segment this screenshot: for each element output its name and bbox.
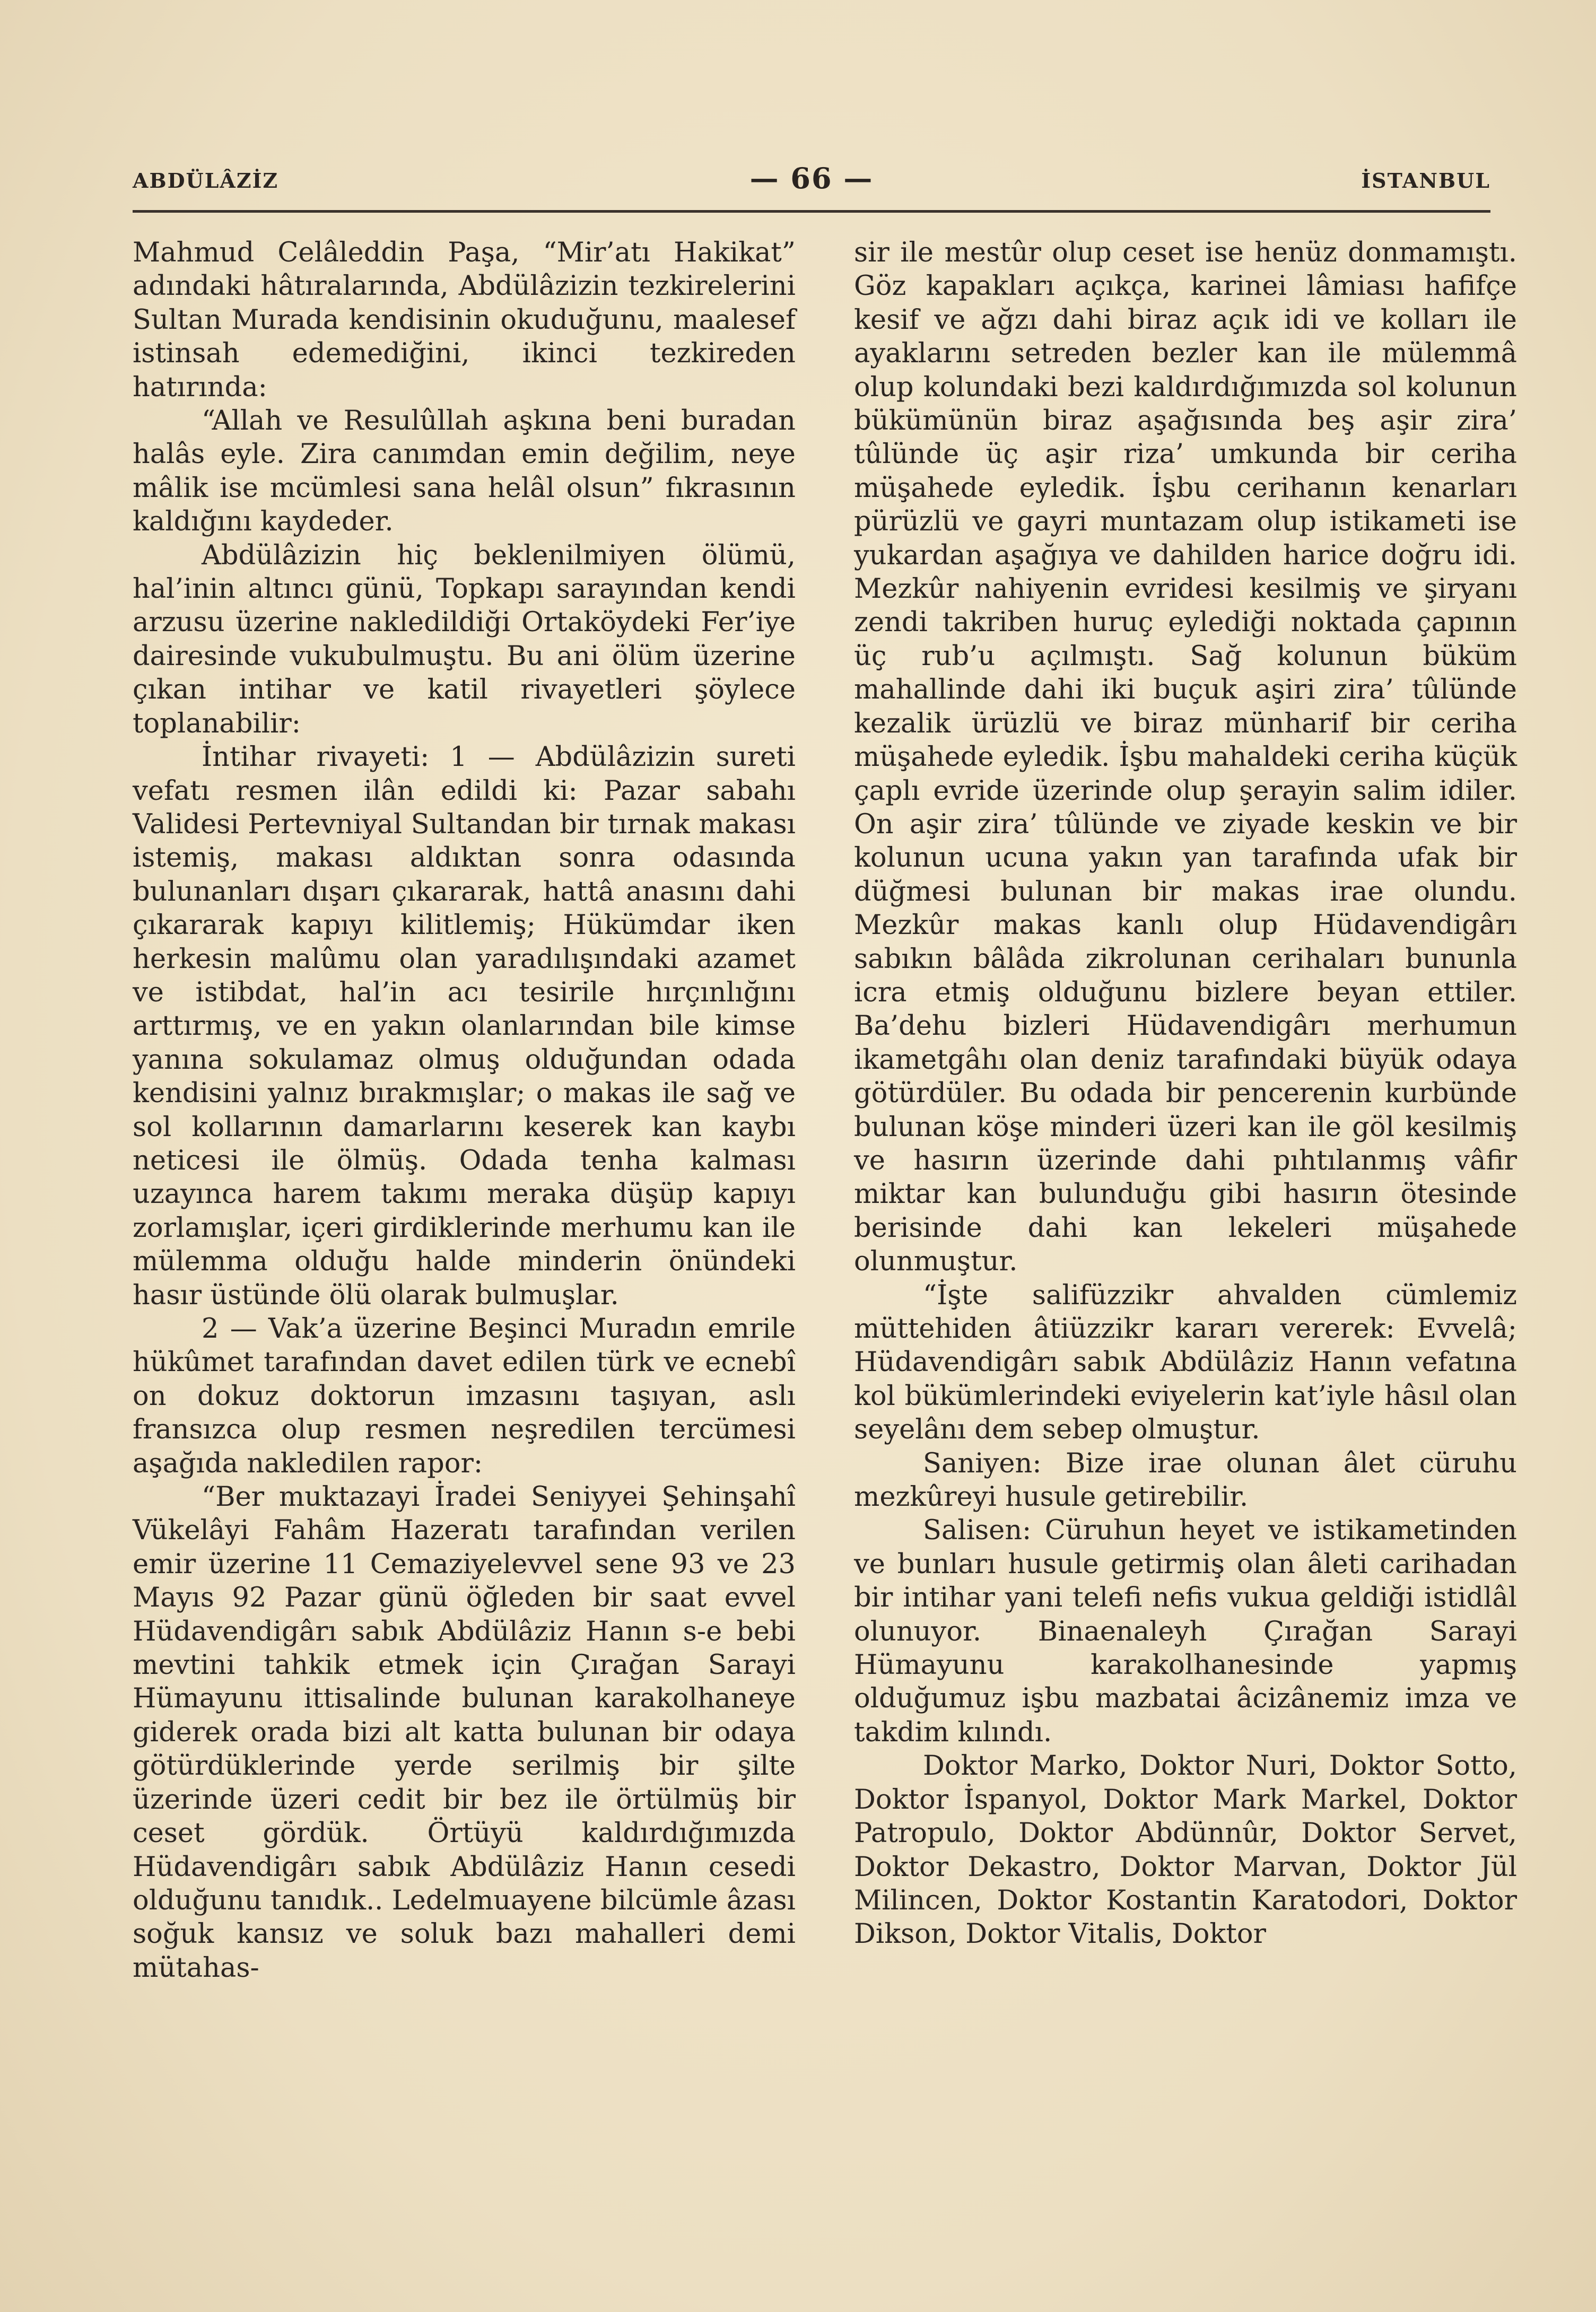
paragraph: “Allah ve Resulûllah aşkına beni buradan halâs eyle. Zira canımdan emin değilim, neye mâlik ise mcümlesi sana helâl olsun” fıkrasının kaldığını kaydeder. — [133, 405, 796, 538]
paragraph: “İşte salifüzzikr ahvalden cümlemiz müttehiden âtiüzzikr kararı vererek: Evvelâ; Hüdavendigârı sabık Abdülâziz Hanın vefatına kol bükümlerindeki eviyelerin kat’iyle hâsıl olan seyelânı dem sebep olmuştur. — [854, 1279, 1517, 1446]
paragraph: Salisen: Cüruhun heyet ve istikametinden ve bunları husule getirmiş olan âleti carihadan bir intihar yani telefi nefis vukua geldiği istidlâl olunuyor. Binaenaleyh Çırağan Sarayi Hümayunu karakolhanesinde yapmış olduğumuz işbu mazbatai âcizânemiz imza ve takdim kılındı. — [854, 1515, 1517, 1748]
header-left-title: ABDÜLÂZİZ — [133, 169, 279, 193]
paragraph: Mahmud Celâleddin Paşa, “Mir’atı Hakikat” adındaki hâtıralarında, Abdülâzizin tezkirelerini Sultan Murada kendisinin okuduğunu, maalesef istinsah edemediğini, ikinci tezkireden hatırında: — [133, 237, 796, 403]
paragraph: İntihar rivayeti: 1 — Abdülâzizin sureti vefatı resmen ilân edildi ki: Pazar sabahı Validesi Pertevniyal Sultandan bir tırnak makası istemiş, makası aldıktan sonra odasında bulunanları dışarı çıkararak, hattâ anasını dahi çıkararak kapıyı kilitlemiş; Hükümdar iken herkesin malûmu olan yaradılışındaki azamet ve istibdat, hal’in acı tesirile hırçınlığını arttırmış, ve en yakın olanlarından bile kimse yanına sokulamaz olmuş olduğundan odada kendisini yalnız bırakmışlar; o makas ile sağ ve sol kollarının damarlarını keserek kan kaybı neticesi ile ölmüş. Odada tenha kalması uzayınca harem takımı meraka düşüp kapıyı zorlamışlar, içeri girdiklerinde merhumu kan ile mülemma olduğu halde minderin önündeki hasır üstünde ölü olarak bulmuşlar. — [133, 741, 796, 1311]
left-column — [133, 236, 796, 1985]
paragraph: Saniyen: Bize irae olunan âlet cüruhu mezkûreyi husule getirebilir. — [854, 1447, 1517, 1513]
header-right-title: İSTANBUL — [1361, 169, 1490, 193]
paragraph: “Ber muktazayi İradei Seniyyei Şehinşahî Vükelâyi Fahâm Hazeratı tarafından verilen emir üzerine 11 Cemaziyelevvel sene 93 ve 23 Mayıs 92 Pazar günü öğleden bir saat evvel Hüdavendigârı sabık Abdülâziz Hanın s-e bebi mevtini tahkik etmek için Çırağan Sarayi Hümayunu ittisalinde bulunan karakolhaneye giderek orada bizi alt katta bulunan bir odaya götürdüklerinde yerde serilmiş bir şilte üzerinde üzeri cedit bir bez ile örtülmüş bir ceset gördük. Örtüyü kaldırdığımızda Hüdavendigârı sabık Abdülâziz Hanın cesedi olduğunu tanıdık.. Ledelmuayene bilcümle âzası soğuk kansız ve soluk bazı mahalleri demi mütahas- — [133, 1481, 796, 1984]
paragraph: sir ile mestûr olup ceset ise henüz donmamıştı. Göz kapakları açıkça, karinei lâmiası hafifçe kesif ve ağzı dahi biraz açık idi ve kolları ile ayaklarını setreden bezler kan ile mülemmâ olup kolundaki bezi kaldırdığımızda sol kolunun bükümünün biraz aşağısında beş aşir zira’ tûlünde üç aşir riza’ umkunda bir ceriha müşahede eyledik. İşbu cerihanın kenarları pürüzlü ve gayri muntazam olup istikameti ise yukardan aşağıya ve dahilden harice doğru idi. Mezkûr nahiyenin evridesi kesilmiş ve şiryanı zendi takriben huruç eylediği noktada çapının üç rub’u açılmıştı. Sağ kolunun büküm mahallinde dahi iki buçuk aşiri zira’ tûlünde kezalik ürüzlü ve biraz münharif bir ceriha müşahede eyledik. İşbu mahaldeki ceriha küçük çaplı evride üzerinde olup şerayin salim idiler. On aşir zira’ tûlünde ve ziyade keskin ve bir kolunun ucuna yakın yan tarafında ufak bir düğmesi bulunan bir makas irae olundu. Mezkûr makas kanlı olup Hüdavendigârı sabıkın bâlâda zikrolunan cerihaları bununla icra etmiş olduğunu bizlere beyan ettiler. Ba’dehu bizleri Hüdavendigârı merhumun ikametgâhı olan deniz tarafındaki büyük odaya götürdüler. Bu odada bir pencerenin kurbünde bulunan köşe minderi üzeri kan ile göl kesilmiş ve hasırın üzerinde dahi pıhtılanmış vâfir miktar kan bulunduğu gibi hasırın ötesinde berisinde dahi kan lekeleri müşahede olunmuştur. — [854, 237, 1517, 1278]
running-header — [133, 161, 1490, 211]
right-column — [854, 236, 1517, 1951]
paragraph: Doktor Marko, Doktor Nuri, Doktor Sotto, Doktor İspanyol, Doktor Mark Markel, Doktor Patropulo, Doktor Abdünnûr, Doktor Servet, Doktor Dekastro, Doktor Marvan, Doktor Jül Milincen, Doktor Kostantin Karatodori, Doktor Dikson, Doktor Vitalis, Doktor — [854, 1750, 1517, 1950]
page-number: — 66 — — [749, 161, 874, 195]
paragraph: 2 — Vak’a üzerine Beşinci Muradın emrile hükûmet tarafından davet edilen türk ve ecnebî on dokuz doktorun imzasını taşıyan, aslı fransızca olup resmen neşredilen tercümesi aşağıda nakledilen rapor: — [133, 1313, 796, 1479]
paragraph: Abdülâzizin hiç beklenilmiyen ölümü, hal’inin altıncı günü, Topkapı sarayından kendi arzusu üzerine nakledildiği Ortaköydeki Fer’iye dairesinde vukubulmuştu. Bu ani ölüm üzerine çıkan intihar ve katil rivayetleri şöylece toplanabilir: — [133, 539, 796, 739]
header-rule — [133, 210, 1490, 213]
